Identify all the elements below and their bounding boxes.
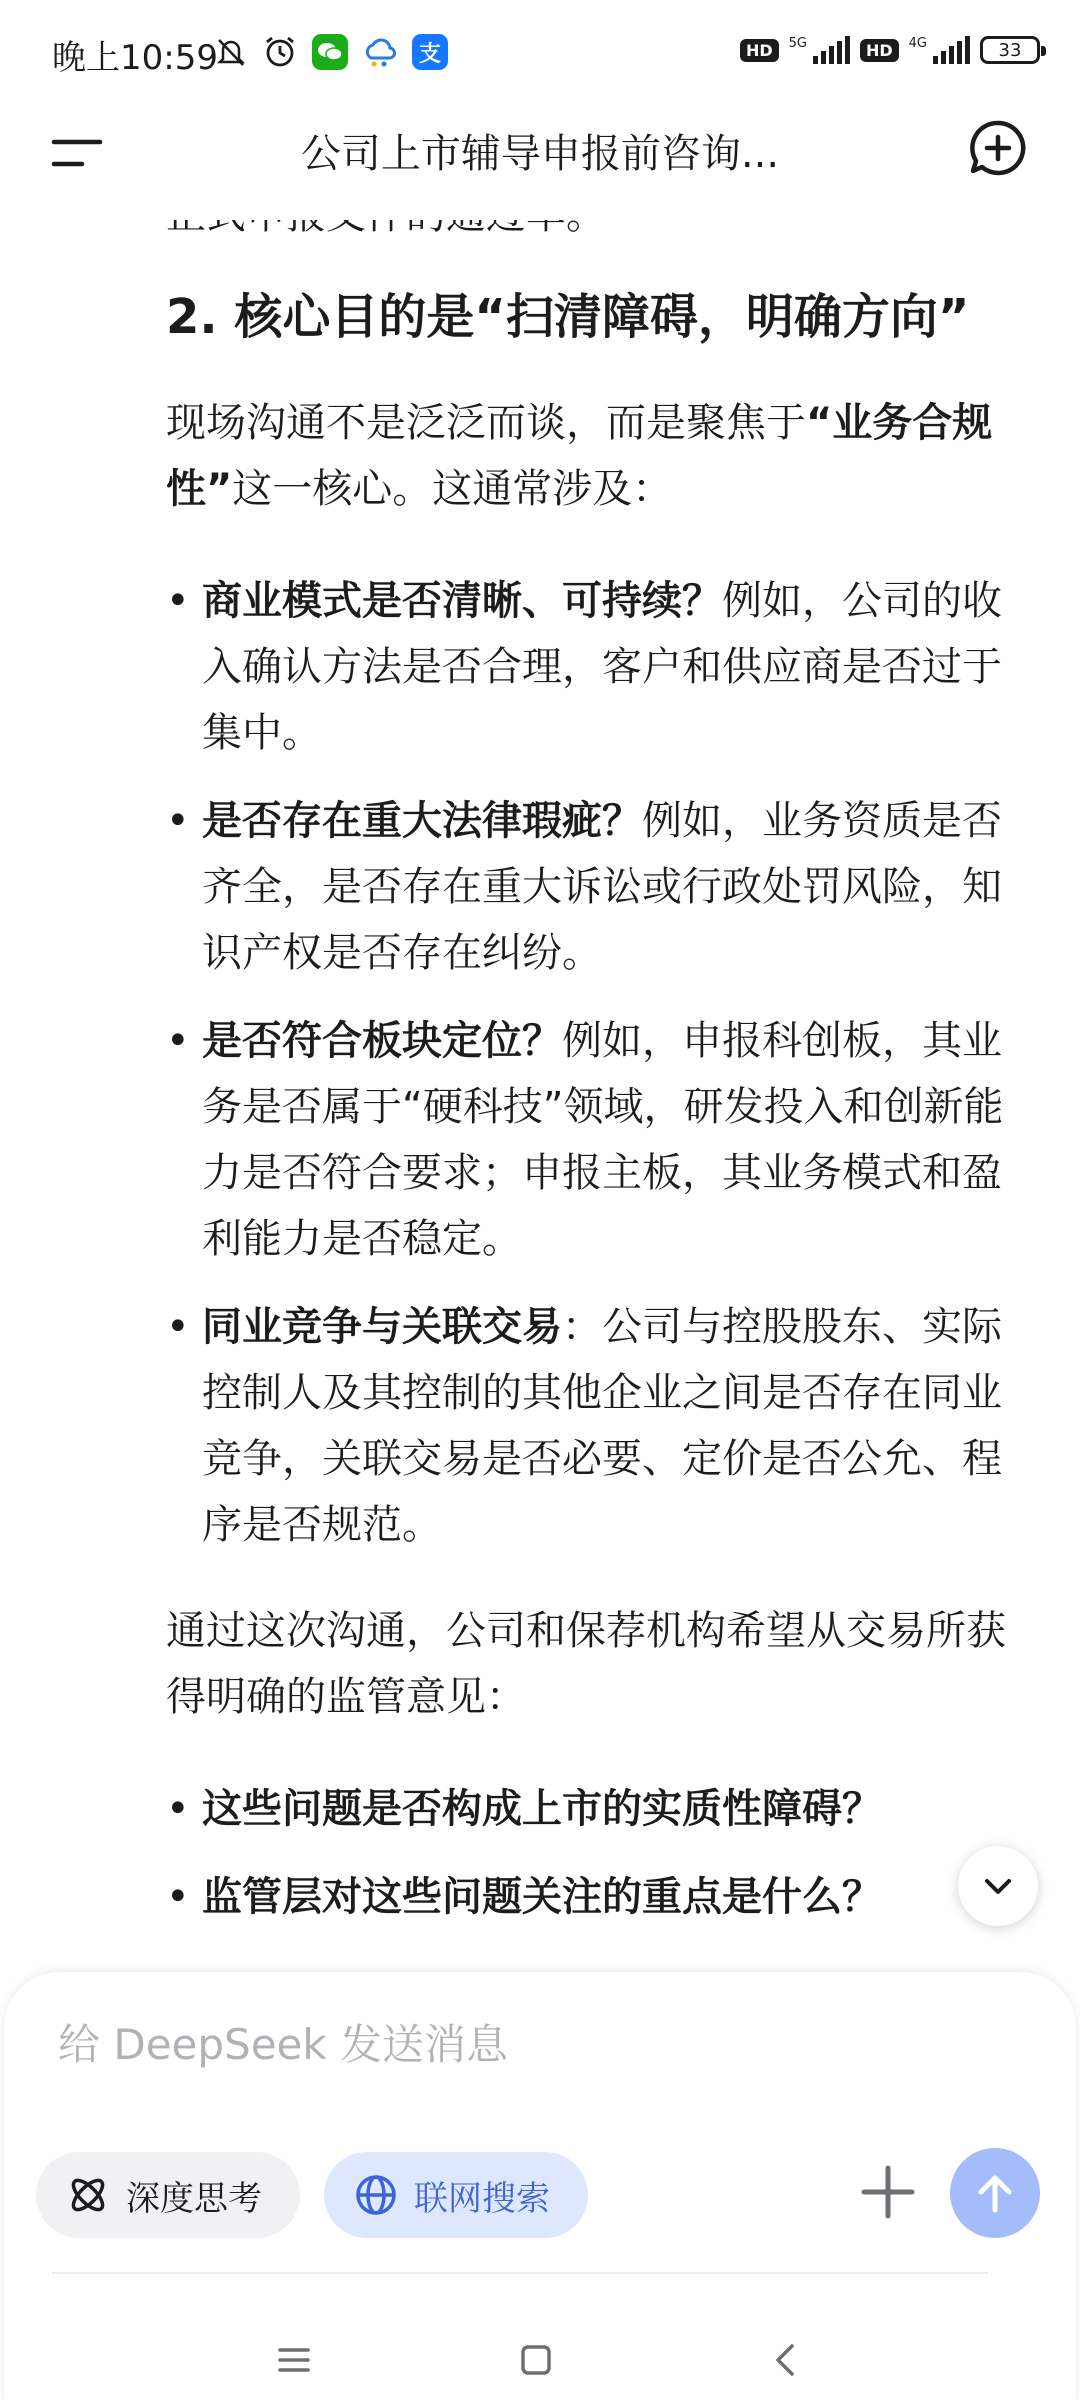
web-search-label: 联网搜索 — [414, 2178, 550, 2219]
deep-think-toggle[interactable] — [36, 2152, 300, 2238]
check-list — [166, 568, 1036, 1558]
new-chat-icon — [968, 118, 1028, 178]
battery-level: 33 — [998, 39, 1022, 61]
conversation-title[interactable]: 公司上市辅导申报前咨询... — [300, 131, 780, 177]
divider — [52, 2272, 988, 2274]
list-item-text: 例如，业务资质是否齐全，是否存在重大诉讼或行政处罚风险，知识产权是否存在纠纷。 — [202, 798, 1002, 976]
alipay-icon: 支 — [412, 34, 448, 70]
intro-paragraph — [166, 390, 1036, 522]
menu-icon — [52, 128, 104, 180]
nav-recents-button[interactable] — [264, 2330, 324, 2390]
list-item — [166, 788, 1036, 986]
list-item-bold: 是否符合板块定位？ — [202, 1018, 562, 1064]
weather-icon — [362, 34, 398, 70]
atom-icon — [66, 2173, 110, 2217]
status-time: 晚上10:59 — [52, 38, 218, 78]
menu-lines-icon — [274, 2340, 314, 2380]
list-item — [166, 1864, 1036, 1930]
hd-badge: HD — [740, 39, 779, 62]
network-4g-label: 4G — [908, 36, 927, 51]
deep-think-label: 深度思考 — [126, 2178, 262, 2219]
list-item-text: ：公司与控股股东、实际控制人及其控制的其他企业之间是否存在同业竞争，关联交易是否必要、定价是否公允、程序是否规范。 — [202, 1304, 1002, 1548]
scroll-to-bottom-button[interactable] — [958, 1846, 1038, 1926]
chat-scroll-area[interactable] — [0, 220, 1080, 1980]
list-item-bold: 这些问题是否构成上市的实质性障碍？ — [202, 1786, 882, 1832]
plus-icon — [858, 2162, 918, 2222]
arrow-up-icon — [972, 2170, 1018, 2216]
list-item-bold: 监管层对这些问题关注的重点是什么？ — [202, 1874, 882, 1920]
list-item — [166, 1294, 1036, 1558]
list-item — [166, 1776, 1036, 1842]
signal-icon — [813, 36, 850, 64]
section-heading: 2. 核心目的是“扫清障碍，明确方向” — [166, 289, 970, 345]
battery-icon — [980, 36, 1040, 64]
list-item-bold: 商业模式是否清晰、可持续？ — [202, 578, 722, 624]
attach-button[interactable] — [858, 2162, 918, 2222]
new-chat-button[interactable] — [968, 118, 1028, 178]
list-item-text: 例如，申报科创板，其业务是否属于“硬科技”领域，研发投入和创新能力是否符合要求；申报主板，其业务模式和盈利能力是否稳定。 — [202, 1018, 1004, 1262]
nav-back-button[interactable] — [756, 2330, 816, 2390]
status-notification-icons — [214, 34, 448, 70]
system-nav-bar — [0, 2290, 1080, 2400]
list-item — [166, 568, 1036, 766]
nav-home-button[interactable] — [506, 2330, 566, 2390]
list-item-bold: 是否存在重大法律瑕疵？ — [202, 798, 642, 844]
assistant-message — [166, 182, 1036, 1952]
wechat-icon — [312, 34, 348, 70]
alarm-icon — [262, 34, 298, 70]
list-item — [166, 1008, 1036, 1272]
web-search-toggle[interactable] — [324, 2152, 588, 2238]
hd-badge-2: HD — [860, 39, 899, 62]
intro-text-pre: 现场沟通不是泛泛而谈，而是聚焦于 — [166, 400, 806, 446]
send-button[interactable] — [950, 2148, 1040, 2238]
menu-button[interactable] — [52, 128, 104, 180]
list-item-text: 例如，公司的收入确认方法是否合理，客户和供应商是否过于集中。 — [202, 578, 1002, 756]
signal-icon-2 — [933, 36, 970, 64]
question-list — [166, 1776, 1036, 1930]
status-bar — [0, 0, 1080, 110]
message-input[interactable]: 给 DeepSeek 发送消息 — [58, 2020, 509, 2069]
mute-bell-icon — [214, 35, 248, 69]
intro-text-post: 这一核心。这通常涉及： — [232, 466, 673, 512]
home-square-icon — [516, 2340, 556, 2380]
chevron-down-icon — [978, 1866, 1018, 1906]
network-5g-label: 5G — [788, 36, 807, 51]
list-item-bold: 同业竞争与关联交易 — [202, 1304, 562, 1350]
globe-icon — [354, 2173, 398, 2217]
intro-text-bold: “业务合规性” — [166, 400, 993, 512]
conclusion-paragraph: 通过这次沟通，公司和保荐机构希望从交易所获得明确的监管意见： — [166, 1608, 1006, 1720]
back-chevron-icon — [766, 2340, 806, 2380]
chat-header — [0, 110, 1080, 220]
status-system-icons — [740, 36, 1040, 64]
